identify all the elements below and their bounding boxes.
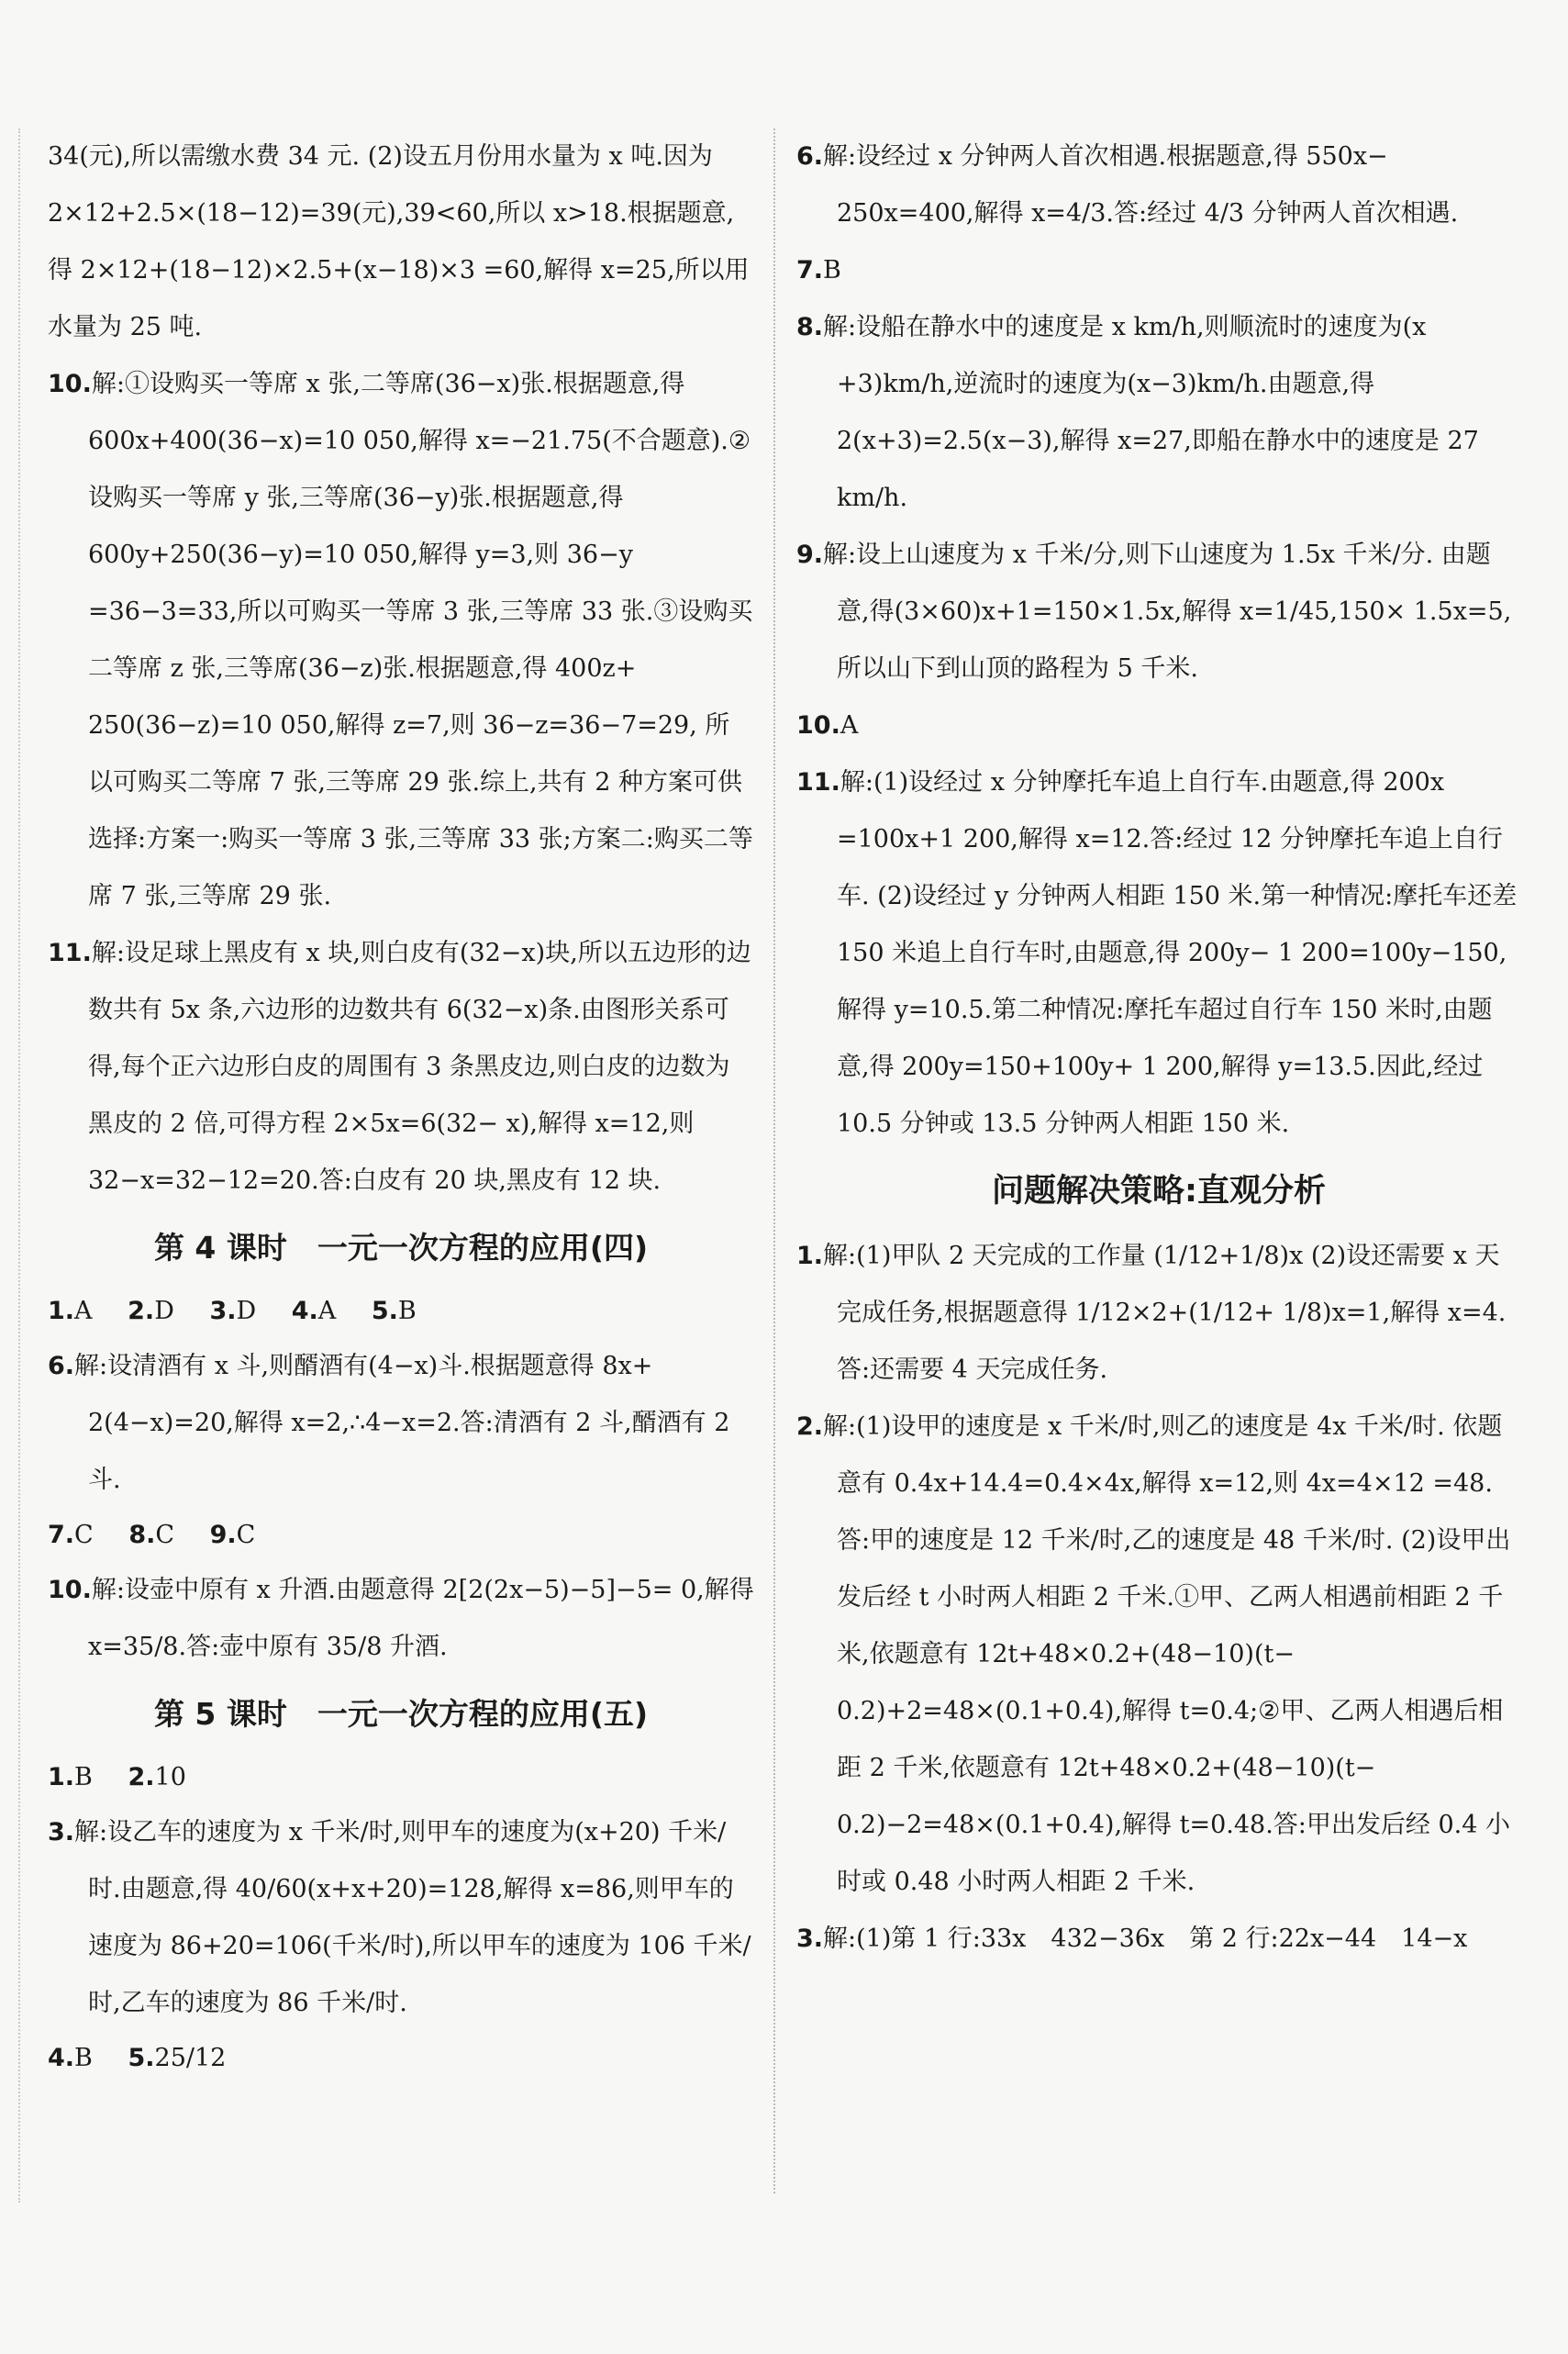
right-answer-6: 6.解:设经过 x 分钟两人首次相遇.根据题意,得 550x− 250x=400,解得 x=4/3.答:经过 4/3 分钟两人首次相遇. [796, 142, 1459, 228]
lesson4-choice-answers [48, 1285, 754, 1338]
margin-rule [18, 128, 20, 2203]
choice-answer: 4.B [48, 2044, 93, 2072]
strategy-answer-1: 1.解:(1)甲队 2 天完成的工作量 (1/12+1/8)x (2)设还需要 x 天完成任务,根据题意得 1/12×2+(1/12+ 1/8)x=1,解得 x=4.答:还需要 4 天完成任务. [796, 1242, 1507, 1384]
choice-answer: 1.A [48, 1297, 93, 1325]
strategy-answer-2: 2.解:(1)设甲的速度是 x 千米/时,则乙的速度是 4x 千米/时. 依题意有 0.4x+14.4=0.4×4x,解得 x=12,则 4x=4×12 =48.答:甲的速度是 12 千米/时,乙的速度是 48 千米/时. (2)设甲出发后经 t 小时两人相距 2 千米.①甲、乙两人相遇前相距 2 千米,依题意有 12t+48×0.2+(48−10)(t− 0.2)+2=48×(0.1+0.4),解得 t=0.4;②甲、乙两人相遇后相距 2 千米,依题意有 12t+48×0.2+(48−10)(t− 0.2)−2=48×(0.1+0.4),解得 t=0.48.答:甲出发后经 0.4 小时或 0.48 小时两人相距 2 千米. [796, 1412, 1511, 1896]
choice-answer: 8.C [128, 1521, 175, 1549]
left-continued-answer: 34(元),所以需缴水费 34 元. (2)设五月份用水量为 x 吨.因为 2×12+2.5×(18−12)=39(元),39<60,所以 x>18.根据题意,得 2×12+(18−12)×2.5+(x−18)×3 =60,解得 x=25,所以用水量为 25 吨. [48, 142, 750, 341]
choice-answer: 9.C [209, 1521, 256, 1549]
right-answer-9: 9.解:设上山速度为 x 千米/分,则下山速度为 1.5x 千米/分. 由题意,得(3×60)x+1=150×1.5x,解得 x=1/45,150× 1.5x=5,所以山下到山顶的路程为 5 千米. [796, 541, 1512, 683]
column-divider [773, 128, 775, 2193]
choice-answer: 7.C [48, 1521, 94, 1549]
right-answer-8: 8.解:设船在静水中的速度是 x km/h,则顺流时的速度为(x +3)km/h,逆流时的速度为(x−3)km/h.由题意,得 2(x+3)=2.5(x−3),解得 x=27,即船在静水中的速度是 27 km/h. [796, 313, 1487, 512]
lesson5-answer-3: 3.解:设乙车的速度为 x 千米/时,则甲车的速度为(x+20) 千米/时.由题意,得 40/60(x+x+20)=128,解得 x=86,则甲车的速度为 86+20=106(千米/时),所以甲车的速度为 106 千米/时,乙车的速度为 86 千米/时. [48, 1818, 751, 2017]
left-answer-11: 11.解:设足球上黑皮有 x 块,则白皮有(32−x)块,所以五边形的边数共有 5x 条,六边形的边数共有 6(32−x)条.由图形关系可得,每个正六边形白皮的周围有 3 条黑皮边,则白皮的边数为黑皮的 2 倍,可得方程 2×5x=6(32− x),解得 x=12,则 32−x=32−12=20.答:白皮有 20 块,黑皮有 12 块. [48, 939, 751, 1195]
left-answer-10: 10.解:①设购买一等席 x 张,二等席(36−x)张.根据题意,得 600x+400(36−x)=10 050,解得 x=−21.75(不合题意).②设购买一等席 y 张,三等席(36−y)张.根据题意,得 600y+250(36−y)=10 050,解得 y=3,则 36−y =36−3=33,所以可购买一等席 3 张,三等席 33 张.③设购买二等席 z 张,三等席(36−z)张.根据题意,得 400z+ 250(36−z)=10 050,解得 z=7,则 36−z=36−7=29, 所以可购买二等席 7 张,三等席 29 张.综上,共有 2 种方案可供选择:方案一:购买一等席 3 张,三等席 33 张;方案二:购买二等席 7 张,三等席 29 张. [48, 370, 753, 910]
section-heading-lesson-5: 第 5 课时 一元一次方程的应用(五) [153, 1696, 649, 1732]
right-answer-7: 7.B [796, 256, 841, 284]
choice-answer: 2.10 [128, 1763, 186, 1791]
right-answer-10: 10.A [796, 711, 859, 740]
choice-answer: 4.A [291, 1297, 337, 1325]
lesson4-answer-10: 10.解:设壶中原有 x 升酒.由题意得 2[2(2x−5)−5]−5= 0,解得 x=35/8.答:壶中原有 35/8 升酒. [48, 1576, 762, 1661]
section-heading-strategy: 问题解决策略:直观分析 [992, 1173, 1326, 1210]
lesson5-choice-answers [48, 1751, 754, 1804]
choice-answer: 1.B [48, 1763, 93, 1791]
right-answer-11: 11.解:(1)设经过 x 分钟摩托车追上自行车.由题意,得 200x =100x+1 200,解得 x=12.答:经过 12 分钟摩托车追上自行车. (2)设经过 y 分钟两人相距 150 米.第一种情况:摩托车还差 150 米追上自行车时,由题意,得 200y− 1 200=100y−150,解得 y=10.5.第二种情况:摩托车超过自行车 150 米时,由题意,得 200y=150+100y+ 1 200,解得 y=13.5.因此,经过 10.5 分钟或 13.5 分钟两人相距 150 米. [796, 768, 1525, 1138]
choice-answer: 5.B [371, 1297, 417, 1325]
lesson4-answer-6: 6.解:设清酒有 x 斗,则醑酒有(4−x)斗.根据题意得 8x+ 2(4−x)=20,解得 x=2,∴4−x=2.答:清酒有 2 斗,醑酒有 2 斗. [48, 1352, 738, 1494]
left-column [48, 128, 762, 2085]
section-heading-lesson-4: 第 4 课时 一元一次方程的应用(四) [153, 1230, 649, 1266]
choice-answer: 5.25/12 [128, 2044, 227, 2072]
lesson4-choice-answers-b [48, 1509, 754, 1562]
strategy-answer-3: 3.解:(1)第 1 行:33x 432−36x 第 2 行:22x−44 14−x [796, 1924, 1468, 1953]
choice-answer: 3.D [209, 1297, 257, 1325]
right-column [796, 128, 1525, 1968]
choice-answer: 2.D [128, 1297, 174, 1325]
lesson5-choice-answers-b [48, 2032, 754, 2085]
